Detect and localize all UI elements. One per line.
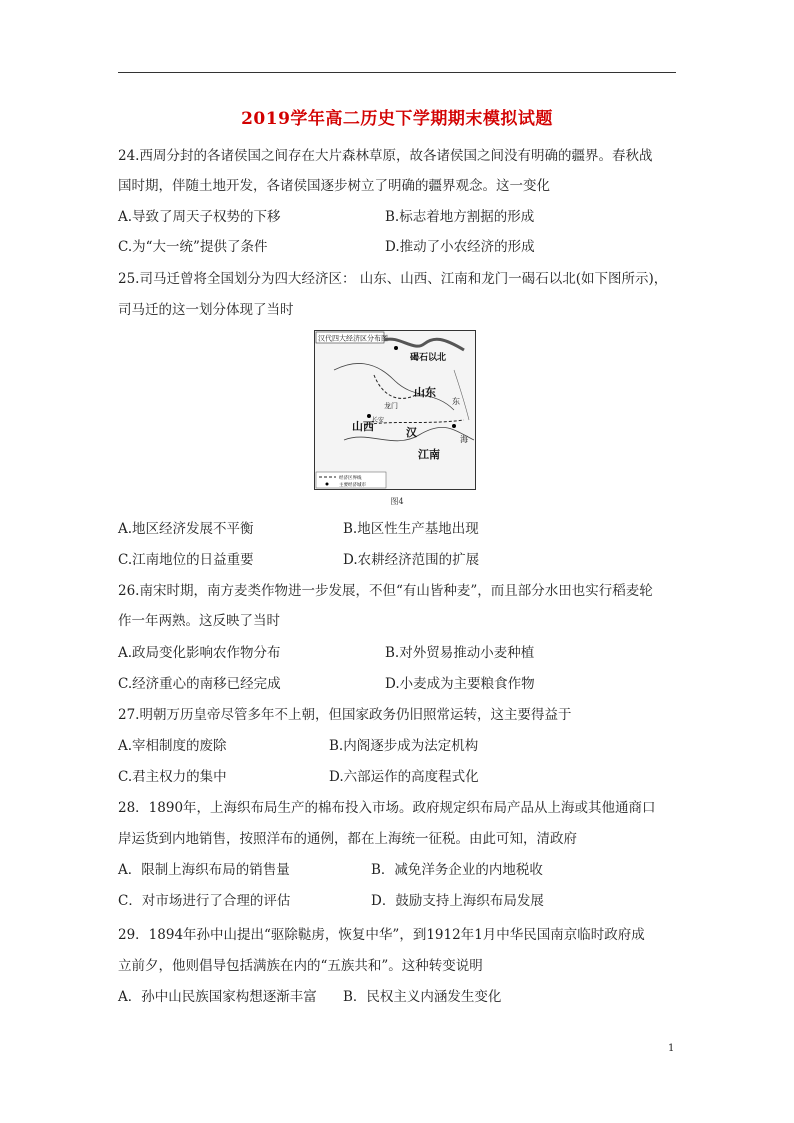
question-27-line-1: 27.明朝万历皇帝尽管多年不上朝，但国家政务仍旧照常运转，这主要得益于 — [118, 707, 572, 723]
question-29-option-b: B．民权主义内涵发生变化 — [343, 989, 502, 1005]
question-27-option-c: C.君主权力的集中 — [118, 769, 227, 785]
han-economic-regions-map — [314, 330, 476, 490]
figure-caption: 图4 — [390, 497, 404, 506]
question-27-option-d: D.六部运作的高度程式化 — [329, 769, 479, 785]
city-marker — [367, 414, 371, 418]
label-changan: 长安 — [372, 417, 385, 424]
question-26-option-a: A.政局变化影响农作物分布 — [118, 645, 281, 661]
legend-boundary: 经济区界线 — [339, 476, 362, 481]
label-hai: 海 — [460, 435, 468, 444]
question-28-option-d: D．鼓励支持上海织布局发展 — [371, 893, 544, 909]
label-jiangnan: 江南 — [418, 448, 440, 461]
question-25-line-2: 司马迁的这一划分体现了当时 — [118, 302, 294, 318]
label-shandong: 山东 — [414, 386, 436, 399]
question-29-line-2: 立前夕，他则倡导包括满族在内的“五族共和”。这种转变说明 — [118, 958, 483, 974]
question-28-line-1: 28．1890年，上海织布局生产的棉布投入市场。政府规定织布局产品从上海或其他通商口 — [118, 800, 656, 816]
question-27-option-b: B.内阁逐步成为法定机构 — [329, 738, 479, 754]
question-29-option-a: A．孙中山民族国家构想逐渐丰富 — [118, 989, 317, 1005]
city-marker — [452, 424, 456, 428]
page-title: 2019学年高二历史下学期期末模拟试题 — [241, 109, 553, 129]
question-28-option-a: A．限制上海织布局的销售量 — [118, 862, 290, 878]
map-title: 汉代四大经济区分布图 — [318, 334, 388, 343]
question-25-option-a: A.地区经济发展不平衡 — [118, 521, 254, 537]
question-26-option-d: D.小麦成为主要粮食作物 — [385, 676, 535, 692]
question-25-option-b: B.地区性生产基地出现 — [343, 521, 479, 537]
question-24-line-1: 24.西周分封的各诸侯国之间存在大片森林草原，故各诸侯国之间没有明确的疆界。春秋战 — [118, 148, 653, 164]
question-25-option-c: C.江南地位的日益重要 — [118, 552, 254, 568]
question-24-option-a: A.导致了周天子权势的下移 — [118, 209, 281, 225]
label-dong: 东 — [452, 397, 460, 406]
question-24-option-d: D.推动了小农经济的形成 — [385, 239, 535, 255]
label-longmen: 龙门 — [384, 402, 398, 410]
question-28-line-2: 岸运货到内地销售，按照洋布的通例，都在上海统一征税。由此可知，清政府 — [118, 831, 577, 847]
question-28-option-c: C．对市场进行了合理的评估 — [118, 893, 291, 909]
question-26-option-c: C.经济重心的南移已经完成 — [118, 676, 281, 692]
question-29-line-1: 29．1894年孙中山提出“驱除鞑虏，恢复中华”，到1912年1月中华民国南京临时政府成 — [118, 927, 645, 943]
question-28-option-b: B．减免洋务企业的内地税收 — [371, 862, 543, 878]
question-26-option-b: B.对外贸易推动小麦种植 — [385, 645, 535, 661]
page-number: 1 — [668, 1043, 675, 1054]
question-24-option-b: B.标志着地方割据的形成 — [385, 209, 535, 225]
question-27-option-a: A.宰相制度的废除 — [118, 738, 227, 754]
question-24-option-c: C.为“大一统”提供了条件 — [118, 239, 268, 255]
header-rule — [118, 72, 676, 73]
question-25-line-1: 25.司马迁曾将全国划分为四大经济区： 山东、山西、江南和龙门一碣石以北(如下图所示)， — [118, 271, 668, 287]
label-han: 汉 — [406, 426, 417, 439]
question-25-option-d: D.农耕经济范围的扩展 — [343, 552, 480, 568]
legend-city: 主要经济城市 — [339, 483, 366, 488]
question-26-line-2: 作一年两熟。这反映了当时 — [118, 613, 280, 629]
label-shanxi: 山西 — [352, 420, 374, 433]
question-26-line-1: 26.南宋时期，南方麦类作物进一步发展，不但“有山皆种麦”，而且部分水田也实行稻麦轮 — [118, 583, 653, 599]
question-24-line-2: 国时期，伴随土地开发，各诸侯国逐步树立了明确的疆界观念。这一变化 — [118, 178, 550, 194]
label-jieshi-north: 碣石以北 — [410, 353, 447, 363]
city-marker — [394, 346, 398, 350]
